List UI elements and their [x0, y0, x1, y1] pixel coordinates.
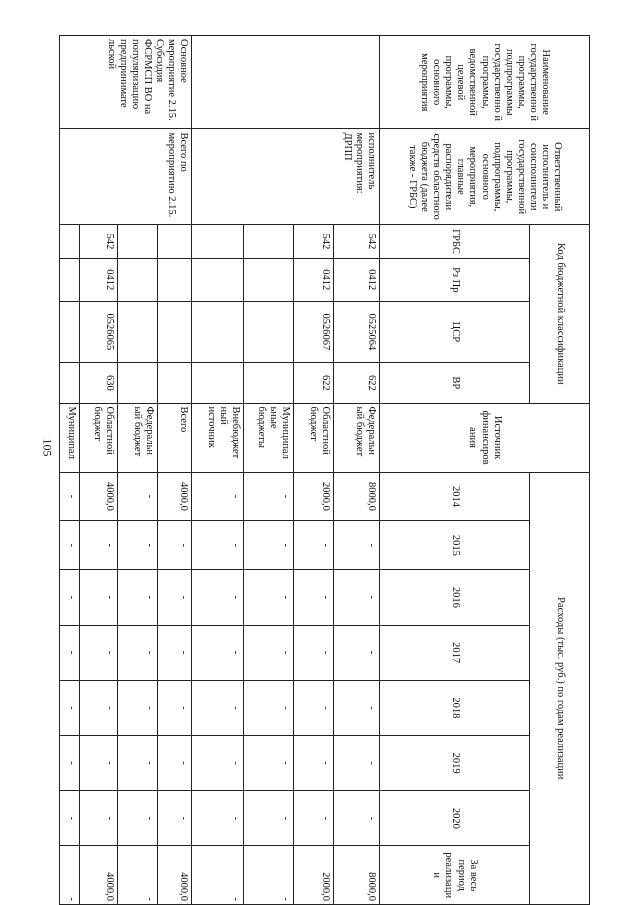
cell-total: 4000,0	[80, 846, 118, 905]
cell-2019: -	[294, 735, 334, 790]
cell-2015: -	[192, 521, 244, 570]
cell-2017: -	[158, 625, 192, 680]
cell-2018: -	[60, 680, 80, 735]
cell-total: 4000,0	[158, 846, 192, 905]
cell-2017: -	[244, 625, 294, 680]
cell-vr	[192, 363, 244, 403]
cell-name	[192, 36, 380, 129]
cell-2019: -	[60, 735, 80, 790]
cell-responsible: Всего по мероприятию 2.15.	[60, 129, 192, 225]
cell-total: 2000,0	[294, 846, 334, 905]
cell-rzpr: 0412	[294, 259, 334, 301]
cell-grbs: 542	[294, 225, 334, 259]
cell-2014: 2000,0	[294, 472, 334, 521]
cell-source: Федеральн ый бюджет	[118, 403, 158, 472]
cell-2020: -	[192, 791, 244, 846]
cell-2018: -	[192, 680, 244, 735]
cell-csr	[244, 301, 294, 363]
cell-vr	[60, 363, 80, 403]
cell-2016: -	[60, 570, 80, 625]
cell-grbs: 542	[334, 225, 380, 259]
cell-rzpr: 0412	[80, 259, 118, 301]
page-number: 105	[40, 438, 55, 457]
cell-grbs	[192, 225, 244, 259]
cell-2015: -	[60, 521, 80, 570]
header-name: Наименование государственно й программы, подпрограммы государственно й программы, ведомственной целевой программы, основного мероприятия	[380, 36, 590, 129]
header-2018: 2018	[380, 680, 530, 735]
cell-source: Областной бюджет	[294, 403, 334, 472]
cell-rzpr	[60, 259, 80, 301]
rotated-page	[66, 35, 590, 905]
cell-2019: -	[118, 735, 158, 790]
cell-name: Основное мероприятие 2.15. Субсидия ФСРМСП ВО на популяризацию предпринимате льской	[60, 36, 192, 129]
cell-2017: -	[192, 625, 244, 680]
cell-source: Внебюджет ный источник	[192, 403, 244, 472]
cell-source: Всего	[158, 403, 192, 472]
cell-2018: -	[158, 680, 192, 735]
cell-total: 8000,0	[334, 846, 380, 905]
table-row	[158, 36, 192, 905]
cell-2018: -	[294, 680, 334, 735]
cell-source: Муниципал	[60, 403, 80, 472]
cell-2016: -	[334, 570, 380, 625]
cell-2020: -	[80, 791, 118, 846]
cell-grbs: 542	[80, 225, 118, 259]
header-source: Источник финансиров ания	[380, 403, 590, 472]
header-code-group: Код бюджетной классификации	[530, 225, 590, 403]
header-2019: 2019	[380, 735, 530, 790]
cell-grbs	[244, 225, 294, 259]
cell-rzpr	[192, 259, 244, 301]
cell-2016: -	[158, 570, 192, 625]
cell-total: -	[244, 846, 294, 905]
cell-2016: -	[192, 570, 244, 625]
cell-rzpr: 0412	[334, 259, 380, 301]
cell-2015: -	[334, 521, 380, 570]
header-vr: ВР	[380, 363, 530, 403]
cell-2016: -	[244, 570, 294, 625]
cell-2017: -	[118, 625, 158, 680]
cell-2020: -	[294, 791, 334, 846]
cell-2018: -	[118, 680, 158, 735]
header-2014: 2014	[380, 472, 530, 521]
header-responsible: Ответственный исполнитель и соисполнители государственной программы, подпрограммы, основного мероприятия, главные распорядители средств областного бюджета (далее также - ГРБС)	[380, 129, 590, 225]
cell-2019: -	[192, 735, 244, 790]
cell-grbs	[60, 225, 80, 259]
cell-2020: -	[118, 791, 158, 846]
cell-csr: 0526067	[294, 301, 334, 363]
cell-vr: 622	[294, 363, 334, 403]
header-grbs: ГРБС	[380, 225, 530, 259]
cell-2020: -	[244, 791, 294, 846]
cell-2016: -	[80, 570, 118, 625]
cell-2019: -	[158, 735, 192, 790]
cell-csr	[60, 301, 80, 363]
cell-vr	[158, 363, 192, 403]
cell-2014: 8000,0	[334, 472, 380, 521]
cell-2017: -	[60, 625, 80, 680]
cell-2016: -	[294, 570, 334, 625]
cell-2020: -	[334, 791, 380, 846]
cell-2019: -	[244, 735, 294, 790]
header-2017: 2017	[380, 625, 530, 680]
header-2020: 2020	[380, 791, 530, 846]
cell-2019: -	[80, 735, 118, 790]
header-total: За весь период реализаци и	[380, 846, 530, 905]
cell-total: -	[192, 846, 244, 905]
cell-2019: -	[334, 735, 380, 790]
table-row	[334, 36, 380, 905]
cell-source: Муниципал ьные бюджеты	[244, 403, 294, 472]
cell-rzpr	[118, 259, 158, 301]
cell-source: Федеральн ый бюджет	[334, 403, 380, 472]
cell-source: Областной бюджет	[80, 403, 118, 472]
cell-2017: -	[294, 625, 334, 680]
cell-2017: -	[80, 625, 118, 680]
cell-2014: -	[192, 472, 244, 521]
cell-grbs	[158, 225, 192, 259]
header-csr: ЦСР	[380, 301, 530, 363]
cell-2017: -	[334, 625, 380, 680]
header-2016: 2016	[380, 570, 530, 625]
cell-csr: 0526065	[80, 301, 118, 363]
cell-grbs	[118, 225, 158, 259]
header-rzpr: Рз Пр	[380, 259, 530, 301]
cell-2020: -	[60, 791, 80, 846]
cell-vr: 622	[334, 363, 380, 403]
cell-2018: -	[80, 680, 118, 735]
cell-csr	[192, 301, 244, 363]
cell-2018: -	[334, 680, 380, 735]
cell-2016: -	[118, 570, 158, 625]
cell-2015: -	[118, 521, 158, 570]
cell-vr	[118, 363, 158, 403]
cell-2014: -	[118, 472, 158, 521]
cell-rzpr	[244, 259, 294, 301]
cell-2014: -	[60, 472, 80, 521]
budget-table	[59, 35, 590, 905]
cell-csr	[158, 301, 192, 363]
cell-csr	[118, 301, 158, 363]
cell-vr: 630	[80, 363, 118, 403]
cell-2020: -	[158, 791, 192, 846]
cell-total: -	[60, 846, 80, 905]
cell-2014: 4000,0	[80, 472, 118, 521]
cell-2015: -	[158, 521, 192, 570]
header-expenses-group: Расходы (тыс. руб.) по годам реализации	[530, 472, 590, 904]
cell-2015: -	[244, 521, 294, 570]
cell-responsible: исполнитель мероприятия: ДРПП	[192, 129, 380, 225]
cell-rzpr	[158, 259, 192, 301]
cell-2014: -	[244, 472, 294, 521]
cell-csr: 0525064	[334, 301, 380, 363]
cell-2015: -	[294, 521, 334, 570]
cell-2018: -	[244, 680, 294, 735]
cell-2015: -	[80, 521, 118, 570]
cell-vr	[244, 363, 294, 403]
header-2015: 2015	[380, 521, 530, 570]
cell-2014: 4000,0	[158, 472, 192, 521]
cell-total: -	[118, 846, 158, 905]
